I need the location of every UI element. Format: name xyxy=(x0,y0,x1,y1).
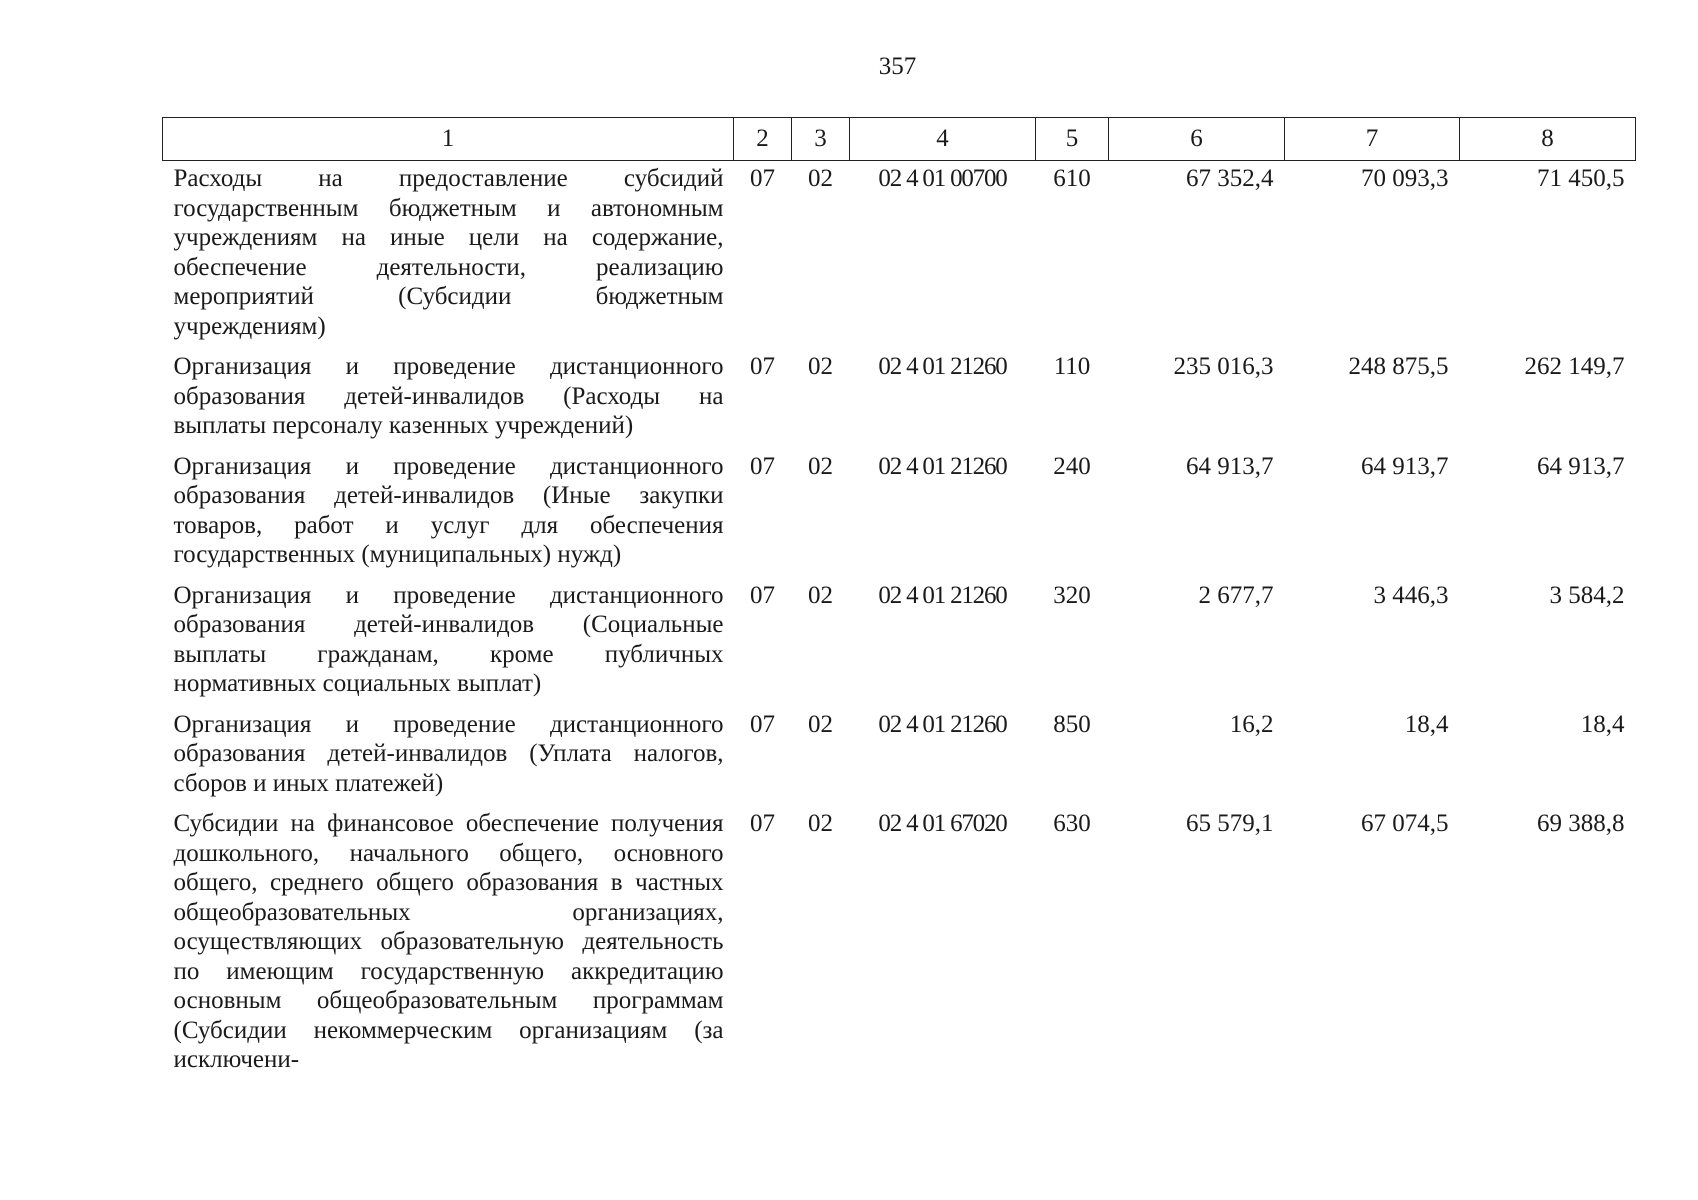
header-col-5: 5 xyxy=(1036,118,1109,161)
row-target-code: 02 4 01 21260 xyxy=(878,710,1007,738)
header-col-7: 7 xyxy=(1285,118,1460,161)
header-row xyxy=(163,118,1636,161)
row-description: Субсидии на финансовое обеспечение получения дошкольного, начального общего, основного общего, среднего общего образования в частных общеобразовательных организациях, осуществляющих образовательную деятельность по имеющим государственную аккредитацию основным общеобразовательным программам (Субсидии некоммерческим организациям (за исключени- xyxy=(173,810,724,1073)
row-subsection: 02 xyxy=(808,810,833,837)
row-subsection: 02 xyxy=(808,165,833,192)
table-row xyxy=(163,575,1636,704)
row-amount-3: 64 913,7 xyxy=(1537,452,1625,480)
header-col-2: 2 xyxy=(734,118,792,161)
row-amount-3: 18,4 xyxy=(1580,710,1625,738)
row-target-code: 02 4 01 21260 xyxy=(878,353,1007,380)
row-amount-1: 235 016,3 xyxy=(1173,353,1274,380)
row-amount-2: 64 913,7 xyxy=(1361,452,1449,480)
row-section: 07 xyxy=(750,710,775,738)
row-amount-3: 3 584,2 xyxy=(1549,581,1625,609)
row-expense-type: 630 xyxy=(1053,810,1091,837)
row-description: Организация и проведение дистанционного образования детей-инвалидов (Расходы на выплаты персоналу казенных учреждений) xyxy=(173,353,724,439)
row-expense-type: 240 xyxy=(1053,452,1091,480)
row-expense-type: 610 xyxy=(1053,165,1091,192)
table-row xyxy=(163,161,1636,347)
row-section: 07 xyxy=(750,353,775,380)
table-row xyxy=(163,346,1636,446)
header-col-1: 1 xyxy=(163,118,734,161)
row-amount-2: 248 875,5 xyxy=(1348,353,1449,380)
header-col-6: 6 xyxy=(1109,118,1285,161)
table-row xyxy=(163,704,1636,804)
row-amount-1: 65 579,1 xyxy=(1186,810,1274,837)
table-row xyxy=(163,446,1636,575)
row-section: 07 xyxy=(750,165,775,192)
row-section: 07 xyxy=(750,810,775,837)
row-description: Расходы на предоставление субсидий государственным бюджетным и автономным учреждениям на иные цели на содержание, обеспечение деятельности, реализацию мероприятий (Субсидии бюджетным учреждениям) xyxy=(173,165,724,340)
header-col-8: 8 xyxy=(1460,118,1636,161)
row-section: 07 xyxy=(750,581,775,609)
row-amount-3: 69 388,8 xyxy=(1537,810,1625,837)
row-amount-2: 3 446,3 xyxy=(1373,581,1449,609)
row-section: 07 xyxy=(750,452,775,480)
row-expense-type: 110 xyxy=(1053,353,1091,380)
table-row xyxy=(163,803,1636,1080)
row-target-code: 02 4 01 00700 xyxy=(878,165,1007,192)
row-target-code: 02 4 01 21260 xyxy=(878,452,1007,480)
row-expense-type: 850 xyxy=(1053,710,1091,738)
row-amount-3: 262 149,7 xyxy=(1524,353,1625,380)
row-description: Организация и проведение дистанционного образования детей-инвалидов (Иные закупки товаров, работ и услуг для обеспечения государственных (муниципальных) нужд) xyxy=(173,452,724,568)
row-amount-3: 71 450,5 xyxy=(1537,165,1625,192)
row-subsection: 02 xyxy=(808,581,833,609)
row-amount-1: 16,2 xyxy=(1229,710,1274,738)
row-amount-1: 2 677,7 xyxy=(1198,581,1274,609)
row-subsection: 02 xyxy=(808,452,833,480)
page-number: 357 xyxy=(878,53,917,80)
row-expense-type: 320 xyxy=(1053,581,1091,609)
budget-table xyxy=(162,117,1636,1080)
row-subsection: 02 xyxy=(808,710,833,738)
row-amount-2: 70 093,3 xyxy=(1361,165,1449,192)
row-subsection: 02 xyxy=(808,353,833,380)
header-col-4: 4 xyxy=(850,118,1036,161)
row-amount-2: 67 074,5 xyxy=(1361,810,1449,837)
row-amount-1: 64 913,7 xyxy=(1186,452,1274,480)
header-col-3: 3 xyxy=(792,118,850,161)
table-header xyxy=(163,118,1636,161)
row-amount-2: 18,4 xyxy=(1404,710,1449,738)
row-target-code: 02 4 01 21260 xyxy=(878,581,1007,609)
row-amount-1: 67 352,4 xyxy=(1186,165,1274,192)
row-description: Организация и проведение дистанционного образования детей-инвалидов (Уплата налогов, сборов и иных платежей) xyxy=(173,710,724,797)
row-target-code: 02 4 01 67020 xyxy=(878,810,1007,837)
row-description: Организация и проведение дистанционного образования детей-инвалидов (Социальные выплаты гражданам, кроме публичных нормативных социальных выплат) xyxy=(173,581,724,697)
table-body xyxy=(163,161,1636,1080)
